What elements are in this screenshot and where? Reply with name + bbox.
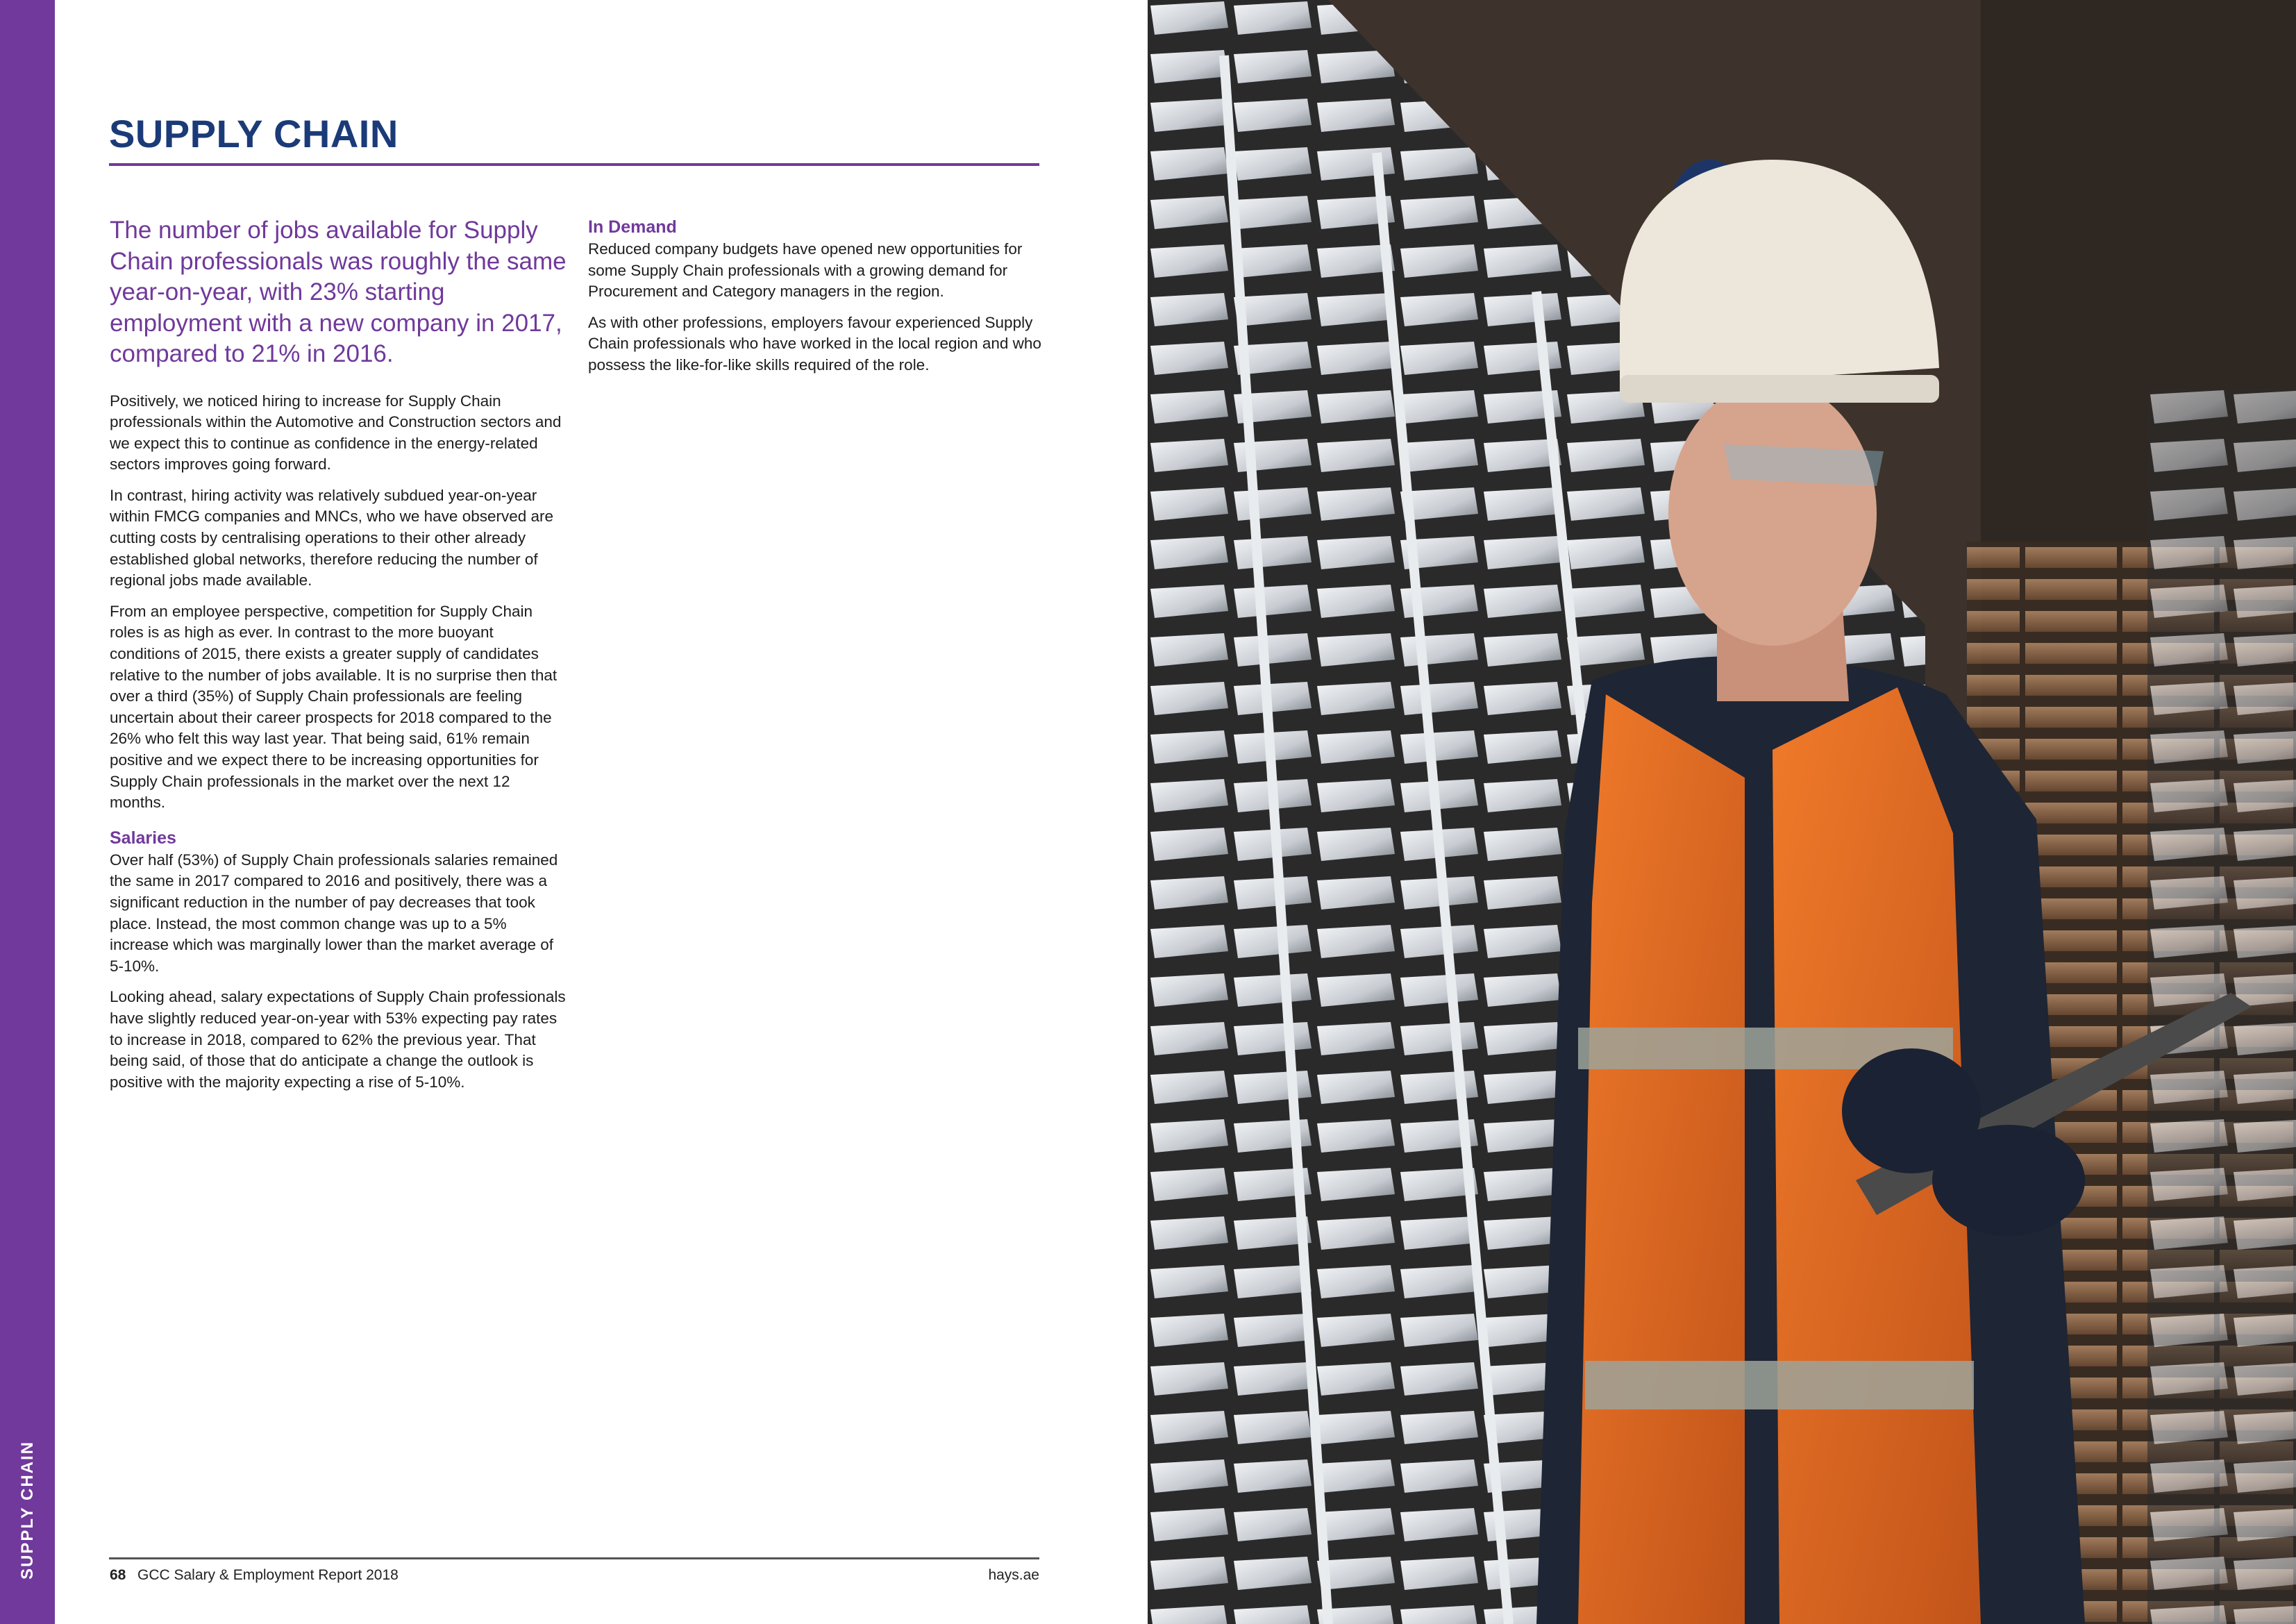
body-paragraph: As with other professions, employers favour experienced Supply Chain professionals who have worked in the local region and who possess the like-for-like skills required of the role. [588, 313, 1041, 374]
in-demand-heading: In Demand [588, 217, 677, 237]
website-url[interactable]: hays.ae [988, 1567, 1039, 1583]
page-title: SUPPLY CHAIN [109, 112, 399, 156]
left-column [110, 215, 568, 1103]
footer-divider [109, 1557, 1039, 1559]
body-paragraph: Over half (53%) of Supply Chain professionals salaries remained the same in 2017 compared to 2016 and positively, there was a significant reduction in the number of pay decreases that took place. Instead, the most common change was up to a 5% increase which was marginally lower than the market average of 5-10%. [110, 851, 558, 975]
body-paragraph: Reduced company budgets have opened new opportunities for some Supply Chain professionals with a growing demand for Procurement and Category managers in the region. [588, 240, 1023, 301]
body-paragraph: From an employee perspective, competition for Supply Chain roles is as high as ever. In contrast to the more buoyant conditions of 2015, there exists a greater supply of candidates relative to the number of jobs available. It is no surprise then that over a third (35%) of Supply Chain professionals are feeling uncertain about their career prospects for 2018 compared to the 26% who felt this way last year. That being said, 61% remain positive and we expect there to be increasing opportunities for Supply Chain professionals in the market over the next 12 months. [110, 602, 558, 812]
body-paragraph: Looking ahead, salary expectations of Supply Chain professionals have slightly reduced year-on-year with 53% expecting pay rates to increase in 2018, compared to 62% the previous year. That being said, of those that do anticipate a change the outlook is positive with the majority expecting a rise of 5-10%. [110, 988, 566, 1091]
right-column [588, 215, 1046, 386]
warehouse-worker-photo [1148, 0, 2296, 1624]
page-number: 68 [110, 1567, 126, 1583]
side-color-bar [0, 0, 55, 1624]
photo-illustration [1148, 0, 2296, 1624]
report-title: GCC Salary & Employment Report 2018 [137, 1567, 399, 1583]
side-section-label: SUPPLY CHAIN [18, 1440, 37, 1580]
intro-paragraph: The number of jobs available for Supply Chain professionals was roughly the same year-on-year, with 23% starting employment with a new company in 2017, compared to 21% in 2016. [110, 217, 567, 367]
body-paragraph: Positively, we noticed hiring to increase for Supply Chain professionals within the Automotive and Construction sectors and we expect this to continue as confidence in the energy-related sectors improves going forward. [110, 392, 562, 474]
body-paragraph: In contrast, hiring activity was relatively subdued year-on-year within FMCG companies and MNCs, who we have observed are cutting costs by centralising operations to their other already established global networks, therefore reducing the number of regional jobs made available. [110, 486, 554, 589]
salaries-heading: Salaries [110, 828, 176, 848]
title-divider [109, 163, 1039, 166]
